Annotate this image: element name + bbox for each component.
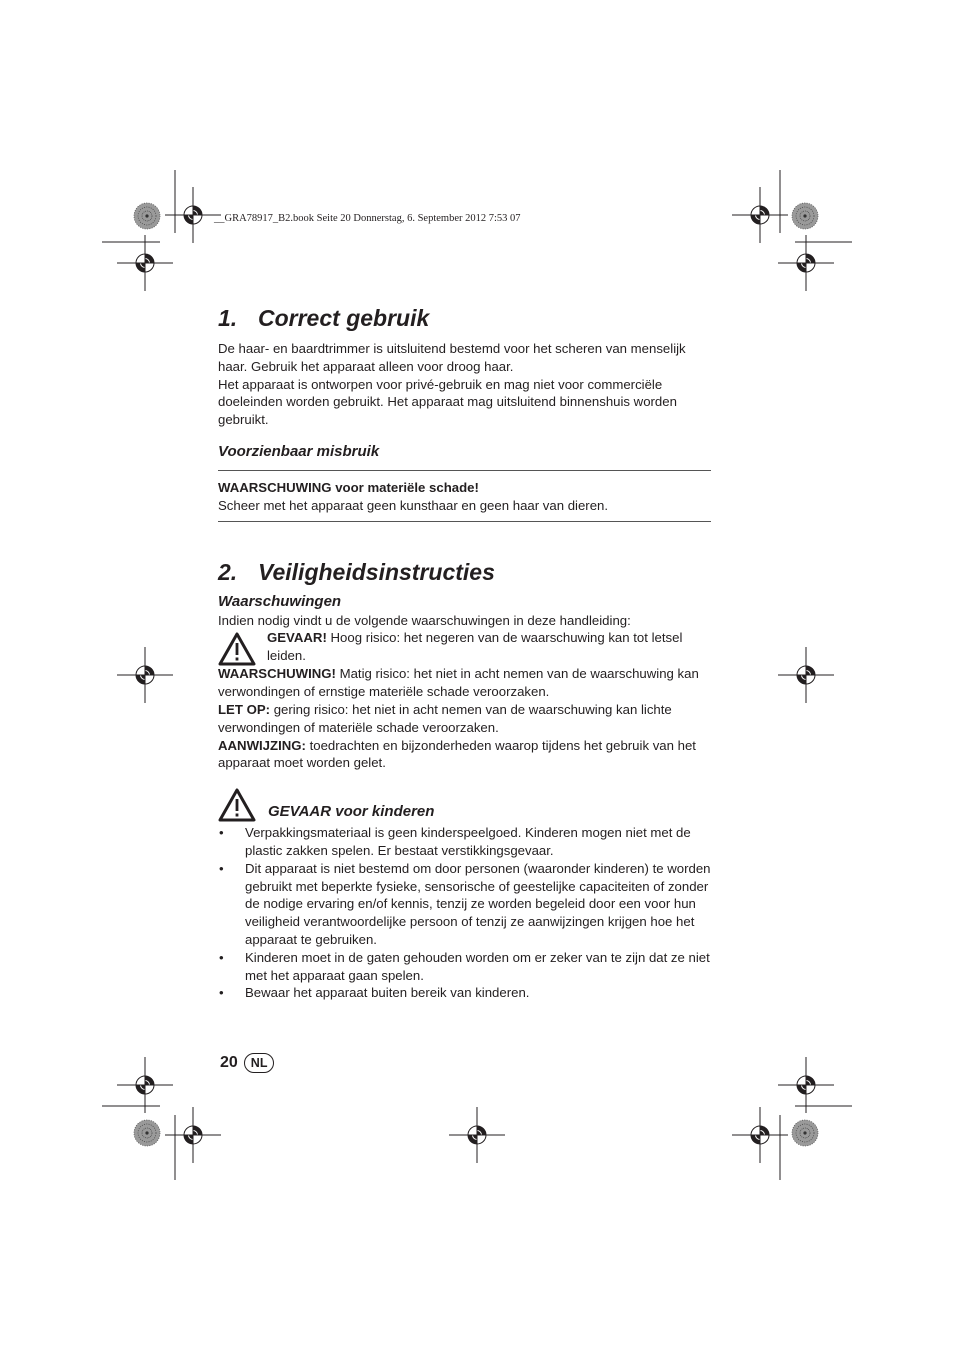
list-item-text: Dit apparaat is niet bestemd om door personen (waaronder kinderen) te worden gebruikt met beperkte fysieke, sensorische of geestelijke capaciteiten of zonder de nodige ervaring en/of kennis, tenzij ze worden begeleid door een voor hun veiligheid verantwoordelijke persoon of tenzij ze aanwijzingen krijgen hoe het apparaat te gebruiken. — [245, 860, 711, 947]
caution-text: gering risico: het niet in acht nemen van de waarschuwing kan lichte verwondingen of materiële schade veroorzaken. — [218, 701, 672, 735]
bullet-dot: • — [219, 860, 224, 876]
warning-text: Matig risico: het niet in acht nemen van de waarschuwing kan verwondingen of ernstige materiële schade veroorzaken. — [218, 666, 699, 700]
section-1-paragraph-1: De haar- en baardtrimmer is uitsluitend bestemd voor het scheren van menselijk haar. Gebruik het apparaat alleen voor droog haar. — [218, 341, 686, 374]
file-header-line: __GRA78917_B2.book Seite 20 Donnerstag, 6. September 2012 7:53 07 — [214, 213, 521, 224]
misuse-heading: Voorzienbaar misbruik — [218, 442, 380, 460]
list-item — [218, 824, 711, 860]
children-danger-header — [218, 788, 711, 824]
note-text: toedrachten en bijzonderheden waarop tijdens het gebruik van het apparaat moet worden gelet. — [218, 737, 696, 771]
warning-triangle-icon — [218, 788, 256, 822]
danger-label: GEVAAR! — [267, 630, 327, 646]
warning-description — [218, 665, 711, 701]
list-item — [218, 984, 711, 1002]
divider-top — [218, 470, 711, 471]
caution-label: LET OP: — [218, 701, 271, 717]
page-content — [218, 300, 711, 1002]
bullet-dot: • — [219, 949, 224, 965]
danger-row — [218, 629, 711, 665]
warning-triangle-icon — [218, 632, 256, 666]
warning-label: WAARSCHUWING! — [218, 666, 336, 682]
divider-bottom — [218, 521, 711, 522]
note-label: AANWIJZING: — [218, 737, 306, 753]
bullet-dot: • — [219, 825, 224, 841]
section-2-title: Veiligheidsinstructies — [258, 558, 495, 585]
warnings-subheading: Waarschuwingen — [218, 592, 342, 610]
children-danger-heading: GEVAAR voor kinderen — [268, 803, 435, 821]
section-1-number: 1. — [218, 305, 238, 331]
section-1-paragraph-2: Het apparaat is ontworpen voor privé-gebruik en mag niet voor commerciële doeleinden worden gebruikt. Het apparaat mag uitsluitend binnenshuis worden gebruikt. — [218, 376, 677, 428]
list-item — [218, 949, 711, 985]
list-item — [218, 860, 711, 949]
material-damage-warning-text: Scheer met het apparaat geen kunsthaar en geen haar van dieren. — [218, 497, 609, 513]
section-2-number: 2. — [218, 558, 238, 585]
danger-text: Hoog risico: het negeren van de waarschuwing kan tot letsel leiden. — [267, 630, 683, 664]
list-item-text: Kinderen moet in de gaten gehouden worden om er zeker van te zijn dat ze niet met het apparaat gaan spelen. — [245, 949, 710, 983]
language-badge: NL — [244, 1053, 275, 1073]
note-description — [218, 737, 711, 773]
list-item-text: Verpakkingsmateriaal is geen kinderspeelgoed. Kinderen mogen niet met de plastic zakken spelen. Er bestaat verstikkingsgevaar. — [245, 825, 691, 858]
section-2-heading — [218, 556, 711, 588]
page-number: 20 — [220, 1054, 238, 1071]
danger-description — [218, 629, 711, 665]
section-1-title: Correct gebruik — [258, 305, 430, 331]
page-footer — [220, 1053, 274, 1073]
warnings-intro: Indien nodig vindt u de volgende waarschuwingen in deze handleiding: — [218, 612, 631, 628]
children-safety-list — [218, 824, 711, 1002]
bullet-dot: • — [219, 985, 224, 1001]
section-1-heading — [218, 302, 711, 334]
list-item-text: Bewaar het apparaat buiten bereik van kinderen. — [245, 985, 530, 1001]
caution-description — [218, 701, 711, 737]
material-damage-warning-title: WAARSCHUWING voor materiële schade! — [218, 479, 479, 495]
